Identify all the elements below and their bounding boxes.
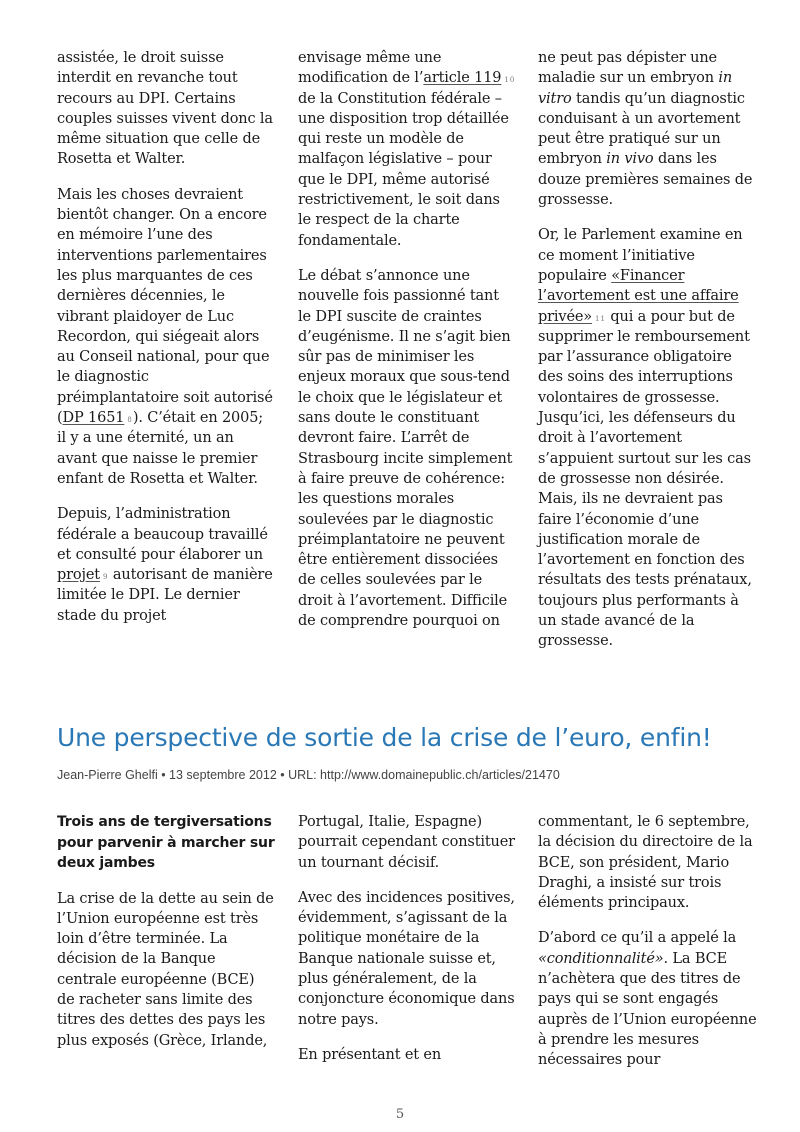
- paragraph: ne peut pas dépister une maladie sur un embryon in vitro tandis qu’un diagnostic conduisant à un avortement peut être pratiqué sur un embryon in vivo dans les douze premières semaines de grossesse.: [538, 50, 753, 209]
- paragraph: Le débat s’annonce une nouvelle fois passionné tant le DPI suscite de craintes d’eugénisme. Il ne s’agit bien sûr pas de minimiser les enjeux moraux que sous-tend le choix que le législateur et sans doute le constituant devront faire. L’arrêt de Strasbourg incite simplement à faire preuve de cohérence: les questions morales soulevées par le diagnostic préimplantatoire ne peuvent être entièrement dissociées de celles soulevées par le droit à l’avortement. Difficile de comprendre pourquoi on: [298, 267, 513, 630]
- emphasis: in vitro: [538, 70, 733, 107]
- emphasis: «conditionnalité»: [538, 950, 664, 967]
- column-2-bottom: [298, 812, 516, 1080]
- paragraph: commentant, le 6 septembre, la décision du directoire de la BCE, son président, Mario Draghi, a insisté sur trois éléments principaux.: [538, 814, 753, 912]
- column-3-top: [538, 48, 760, 667]
- projet-link[interactable]: projet: [57, 567, 100, 584]
- paragraph: assistée, le droit suisse interdit en revanche tout recours au DPI. Certains couples suisses vivent donc la même situation que celle de Rosetta et Walter.: [57, 50, 273, 168]
- emphasis: in vivo: [606, 151, 654, 168]
- column-1-top: [57, 48, 275, 641]
- section-subheading: Trois ans de tergiversations pour parvenir à marcher sur deux jambes: [57, 814, 275, 871]
- paragraph: En présentant et en: [298, 1046, 442, 1063]
- paragraph: Or, le Parlement examine en ce moment l’initiative populaire «Financer l’avortement est une affaire privée» $^{11}$ qui a pour but de supprimer le remboursement par l’assurance obligatoire des soins des interruptions volontaires de grossesse. Jusqu’ici, les défenseurs du droit à l’avortement s’appuient surtout sur les cas de grossesse non désirée. Mais, ils ne devraient pas faire l’économie d’une justification morale de l’avortement en fonction des résultats des tests prénataux, toujours plus performants à un stade avancé de la grossesse.: [538, 227, 752, 650]
- footnote-marker: 9: [102, 573, 109, 582]
- paragraph: La crise de la dette au sein de l’Union européenne est très loin d’être terminée. La décision de la Banque centrale européenne (BCE) de racheter sans limite des titres des dettes des pays les plus exposés (Grèce, Irlande,: [57, 890, 274, 1049]
- article-byline: Jean-Pierre Ghelfi • 13 septembre 2012 • URL: http://www.domainepublic.ch/articles/21470: [57, 768, 560, 782]
- paragraph: envisage même une modification de l’article 119 $^{10}$ de la Constitution fédérale – une disposition trop détaillée qui reste un modèle de malfaçon législative – pour que le DPI, même autorisé restrictivement, le soit dans le respect de la charte fondamentale.: [298, 50, 516, 249]
- page-number: 5: [395, 1107, 405, 1122]
- paragraph: D’abord ce qu’il a appelé la «conditionnalité». La BCE n’achètera que des titres de pays qui se sont engagés auprès de l’Union européenne à prendre les mesures nécessaires pour: [538, 930, 757, 1069]
- paragraph: Mais les choses devraient bientôt changer. On a encore en mémoire l’une des interventions parlementaires les plus marquantes de ces dernières décennies, le vibrant plaidoyer de Luc Recordon, qui siégeait alors au Conseil national, pour que le diagnostic préimplantatoire soit autorisé (DP 1651 $^8$). C’était en 2005; il y a une éternité, un an avant que naisse le premier enfant de Rosetta et Walter.: [57, 186, 273, 487]
- initiative-link[interactable]: «Financer l’avortement est une affaire privée»: [538, 267, 739, 325]
- footnote-marker: 11: [595, 314, 606, 323]
- footnote-marker: 10: [504, 76, 516, 85]
- paragraph: Portugal, Italie, Espagne) pourrait cependant constituer un tournant décisif.: [298, 814, 515, 871]
- paragraph: Depuis, l’administration fédérale a beaucoup travaillé et consulté pour élaborer un projet $^9$ autorisant de manière limitée le DPI. Le dernier stade du projet: [57, 506, 273, 624]
- article-119-link[interactable]: article 119: [423, 70, 502, 87]
- footnote-marker: 8: [127, 416, 133, 425]
- paragraph: Avec des incidences positives, évidemment, s’agissant de la politique monétaire de la Banque nationale suisse et, plus généralement, de la conjoncture économique dans notre pays.: [298, 889, 515, 1028]
- dp-1651-link[interactable]: DP 1651: [62, 410, 125, 427]
- column-2-top: [298, 48, 516, 646]
- article-title: Une perspective de sortie de la crise de l’euro, enfin!: [57, 723, 712, 752]
- column-3-bottom: [538, 812, 760, 1086]
- column-1-bottom: [57, 812, 275, 1066]
